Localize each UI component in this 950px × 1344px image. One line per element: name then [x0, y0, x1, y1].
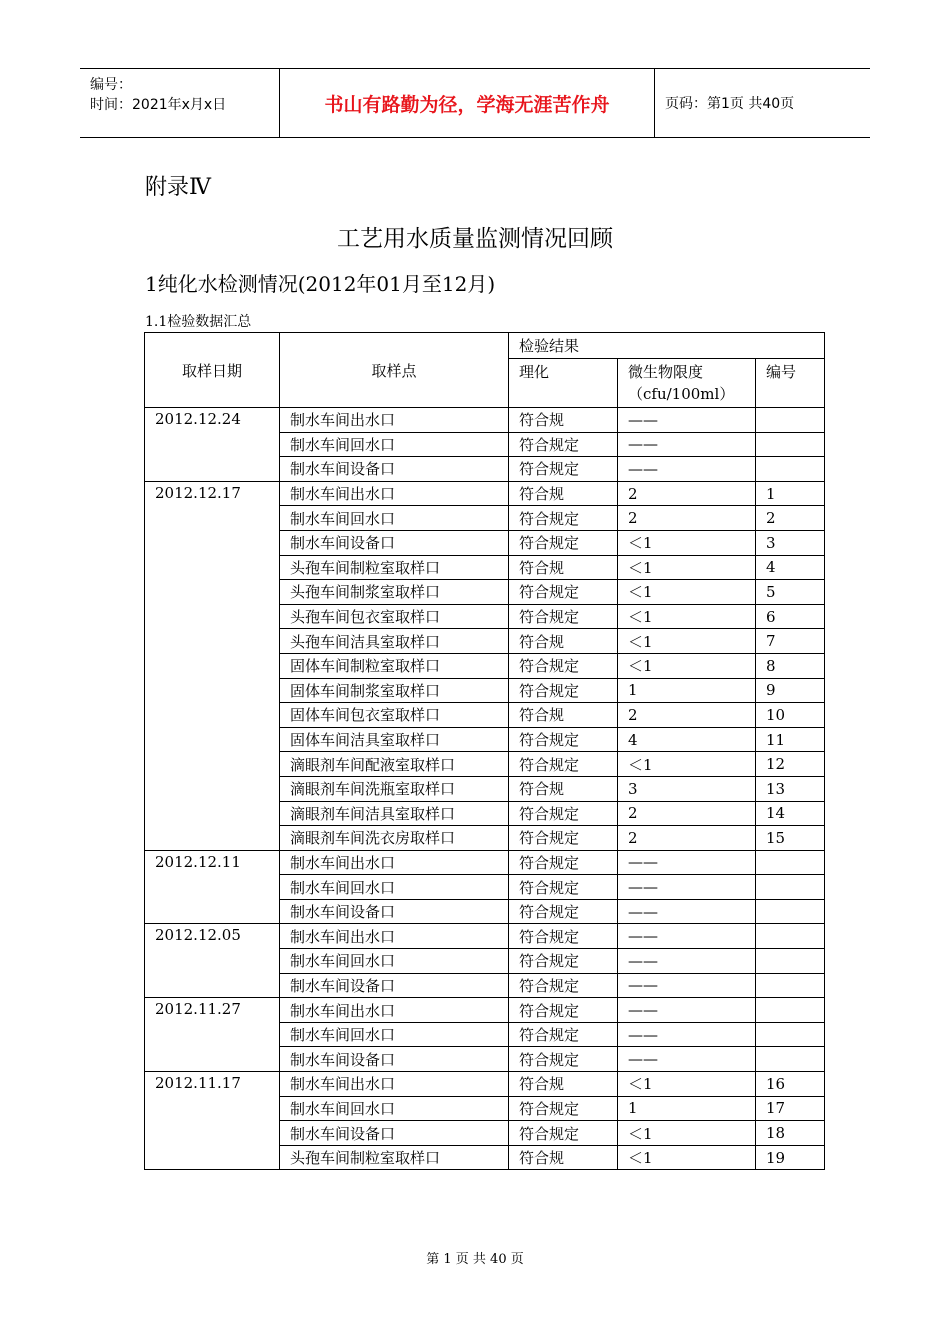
table-row — [145, 850, 825, 875]
sample-point-cell: 制水车间设备口 — [280, 899, 509, 924]
number-cell — [756, 1022, 825, 1047]
micro-limit-cell: 1 — [618, 1096, 756, 1121]
inspection-table — [144, 332, 825, 1170]
phys-result-cell: 符合规定 — [509, 1022, 618, 1047]
number-cell: 16 — [756, 1072, 825, 1097]
micro-limit-cell: ＜1 — [618, 1145, 756, 1170]
number-cell — [756, 408, 825, 433]
phys-result-cell: 符合规 — [509, 703, 618, 728]
micro-limit-cell: ＜1 — [618, 653, 756, 678]
table-row — [145, 998, 825, 1023]
number-cell — [756, 457, 825, 482]
micro-limit-cell: —— — [618, 432, 756, 457]
phys-result-cell: 符合规定 — [509, 678, 618, 703]
phys-result-cell: 符合规定 — [509, 973, 618, 998]
micro-limit-cell: ＜1 — [618, 1121, 756, 1146]
sample-point-cell: 制水车间回水口 — [280, 875, 509, 900]
number-cell: 17 — [756, 1096, 825, 1121]
sample-date-cell: 2012.12.05 — [145, 924, 280, 998]
number-cell: 4 — [756, 555, 825, 580]
number-cell: 8 — [756, 653, 825, 678]
number-label: 编号： — [90, 77, 132, 93]
sample-date-cell: 2012.11.27 — [145, 998, 280, 1072]
phys-result-cell: 符合规定 — [509, 653, 618, 678]
document-title: 工艺用水质量监测情况回顾 — [337, 226, 613, 252]
phys-result-cell: 符合规定 — [509, 850, 618, 875]
number-cell: 10 — [756, 703, 825, 728]
sample-point-cell: 制水车间回水口 — [280, 1022, 509, 1047]
number-cell — [756, 875, 825, 900]
micro-limit-cell: 2 — [618, 506, 756, 531]
micro-limit-cell: —— — [618, 457, 756, 482]
number-cell: 2 — [756, 506, 825, 531]
phys-result-cell: 符合规定 — [509, 801, 618, 826]
header-result: 检验结果 — [509, 333, 825, 359]
number-cell: 19 — [756, 1145, 825, 1170]
number-cell — [756, 850, 825, 875]
header-point: 取样点 — [280, 333, 509, 408]
micro-limit-cell: —— — [618, 875, 756, 900]
sample-point-cell: 滴眼剂车间洗衣房取样口 — [280, 826, 509, 851]
number-cell — [756, 998, 825, 1023]
phys-result-cell: 符合规定 — [509, 998, 618, 1023]
sample-point-cell: 滴眼剂车间洁具室取样口 — [280, 801, 509, 826]
micro-limit-cell: 4 — [618, 727, 756, 752]
sample-date-cell: 2012.12.17 — [145, 481, 280, 850]
number-cell: 11 — [756, 727, 825, 752]
phys-result-cell: 符合规定 — [509, 530, 618, 555]
header-no: 编号 — [756, 359, 825, 408]
number-cell: 14 — [756, 801, 825, 826]
phys-result-cell: 符合规 — [509, 1145, 618, 1170]
sample-point-cell: 制水车间回水口 — [280, 506, 509, 531]
number-cell: 9 — [756, 678, 825, 703]
appendix-label: 附录Ⅳ — [145, 175, 211, 200]
header-micro: 微生物限度（cfu/100ml） — [618, 359, 756, 408]
sample-date-cell: 2012.11.17 — [145, 1072, 280, 1170]
table-row — [145, 1072, 825, 1097]
number-cell: 6 — [756, 604, 825, 629]
sample-point-cell: 头孢车间制浆室取样口 — [280, 580, 509, 605]
phys-result-cell: 符合规 — [509, 776, 618, 801]
sample-point-cell: 制水车间设备口 — [280, 1047, 509, 1072]
micro-limit-cell: 2 — [618, 703, 756, 728]
micro-limit-cell: 2 — [618, 481, 756, 506]
micro-limit-cell: 1 — [618, 678, 756, 703]
table-row — [145, 924, 825, 949]
subsection-heading: 1.1检验数据汇总 — [145, 314, 252, 330]
sample-point-cell: 制水车间回水口 — [280, 432, 509, 457]
phys-result-cell: 符合规 — [509, 555, 618, 580]
number-cell: 7 — [756, 629, 825, 654]
sample-point-cell: 固体车间洁具室取样口 — [280, 727, 509, 752]
number-cell — [756, 432, 825, 457]
phys-result-cell: 符合规定 — [509, 752, 618, 777]
micro-limit-cell: —— — [618, 899, 756, 924]
sample-point-cell: 制水车间设备口 — [280, 457, 509, 482]
phys-result-cell: 符合规 — [509, 1072, 618, 1097]
table-row — [145, 408, 825, 433]
table-row — [145, 481, 825, 506]
phys-result-cell: 符合规定 — [509, 727, 618, 752]
micro-limit-cell: —— — [618, 998, 756, 1023]
micro-limit-cell: —— — [618, 408, 756, 433]
sample-point-cell: 制水车间出水口 — [280, 1072, 509, 1097]
phys-result-cell: 符合规定 — [509, 1096, 618, 1121]
table-header-row — [145, 333, 825, 359]
phys-result-cell: 符合规定 — [509, 457, 618, 482]
phys-result-cell: 符合规定 — [509, 580, 618, 605]
header-date: 取样日期 — [145, 333, 280, 408]
micro-limit-cell: ＜1 — [618, 530, 756, 555]
phys-result-cell: 符合规定 — [509, 949, 618, 974]
sample-point-cell: 制水车间出水口 — [280, 408, 509, 433]
phys-result-cell: 符合规定 — [509, 1121, 618, 1146]
micro-limit-cell: —— — [618, 973, 756, 998]
phys-result-cell: 符合规 — [509, 629, 618, 654]
phys-result-cell: 符合规定 — [509, 432, 618, 457]
micro-limit-cell: ＜1 — [618, 580, 756, 605]
number-cell: 1 — [756, 481, 825, 506]
sample-point-cell: 头孢车间包衣室取样口 — [280, 604, 509, 629]
sample-point-cell: 制水车间回水口 — [280, 949, 509, 974]
phys-result-cell: 符合规定 — [509, 1047, 618, 1072]
header-meta — [80, 69, 280, 137]
number-cell — [756, 899, 825, 924]
number-cell — [756, 949, 825, 974]
number-cell — [756, 924, 825, 949]
time-label: 时间：2021年x月x日 — [90, 97, 227, 113]
micro-limit-cell: 2 — [618, 826, 756, 851]
micro-limit-cell: —— — [618, 850, 756, 875]
micro-limit-cell: ＜1 — [618, 752, 756, 777]
header-slogan: 书山有路勤为径，学海无涯苦作舟 — [280, 69, 655, 137]
number-cell: 12 — [756, 752, 825, 777]
micro-limit-cell: —— — [618, 924, 756, 949]
micro-limit-cell: ＜1 — [618, 604, 756, 629]
micro-limit-cell: —— — [618, 1022, 756, 1047]
sample-date-cell: 2012.12.11 — [145, 850, 280, 924]
micro-limit-cell: —— — [618, 1047, 756, 1072]
header-phys: 理化 — [509, 359, 618, 408]
number-cell: 18 — [756, 1121, 825, 1146]
page-header — [80, 68, 870, 138]
sample-point-cell: 滴眼剂车间配液室取样口 — [280, 752, 509, 777]
phys-result-cell: 符合规 — [509, 408, 618, 433]
number-cell: 5 — [756, 580, 825, 605]
sample-point-cell: 头孢车间制粒室取样口 — [280, 555, 509, 580]
sample-point-cell: 制水车间设备口 — [280, 530, 509, 555]
micro-limit-cell: ＜1 — [618, 1072, 756, 1097]
micro-limit-cell: 2 — [618, 801, 756, 826]
page-footer: 第 1 页 共 40 页 — [426, 1252, 524, 1267]
sample-date-cell: 2012.12.24 — [145, 408, 280, 482]
phys-result-cell: 符合规定 — [509, 826, 618, 851]
sample-point-cell: 制水车间设备口 — [280, 1121, 509, 1146]
number-cell: 15 — [756, 826, 825, 851]
sample-point-cell: 固体车间制浆室取样口 — [280, 678, 509, 703]
micro-limit-cell: 3 — [618, 776, 756, 801]
sample-point-cell: 固体车间包衣室取样口 — [280, 703, 509, 728]
sample-point-cell: 制水车间出水口 — [280, 850, 509, 875]
phys-result-cell: 符合规定 — [509, 899, 618, 924]
sample-point-cell: 滴眼剂车间洗瓶室取样口 — [280, 776, 509, 801]
sample-point-cell: 头孢车间洁具室取样口 — [280, 629, 509, 654]
number-cell — [756, 973, 825, 998]
sample-point-cell: 制水车间出水口 — [280, 481, 509, 506]
sample-point-cell: 头孢车间制粒室取样口 — [280, 1145, 509, 1170]
phys-result-cell: 符合规定 — [509, 924, 618, 949]
number-cell: 3 — [756, 530, 825, 555]
sample-point-cell: 固体车间制粒室取样口 — [280, 653, 509, 678]
phys-result-cell: 符合规定 — [509, 506, 618, 531]
header-page-info: 页码：第1页 共40页 — [665, 96, 795, 112]
number-cell — [756, 1047, 825, 1072]
micro-limit-cell: ＜1 — [618, 555, 756, 580]
number-cell: 13 — [756, 776, 825, 801]
phys-result-cell: 符合规 — [509, 481, 618, 506]
micro-limit-cell: ＜1 — [618, 629, 756, 654]
phys-result-cell: 符合规定 — [509, 875, 618, 900]
micro-limit-cell: —— — [618, 949, 756, 974]
phys-result-cell: 符合规定 — [509, 604, 618, 629]
sample-point-cell: 制水车间出水口 — [280, 998, 509, 1023]
sample-point-cell: 制水车间设备口 — [280, 973, 509, 998]
section-heading: 1纯化水检测情况(2012年01月至12月) — [145, 272, 496, 296]
sample-point-cell: 制水车间回水口 — [280, 1096, 509, 1121]
sample-point-cell: 制水车间出水口 — [280, 924, 509, 949]
